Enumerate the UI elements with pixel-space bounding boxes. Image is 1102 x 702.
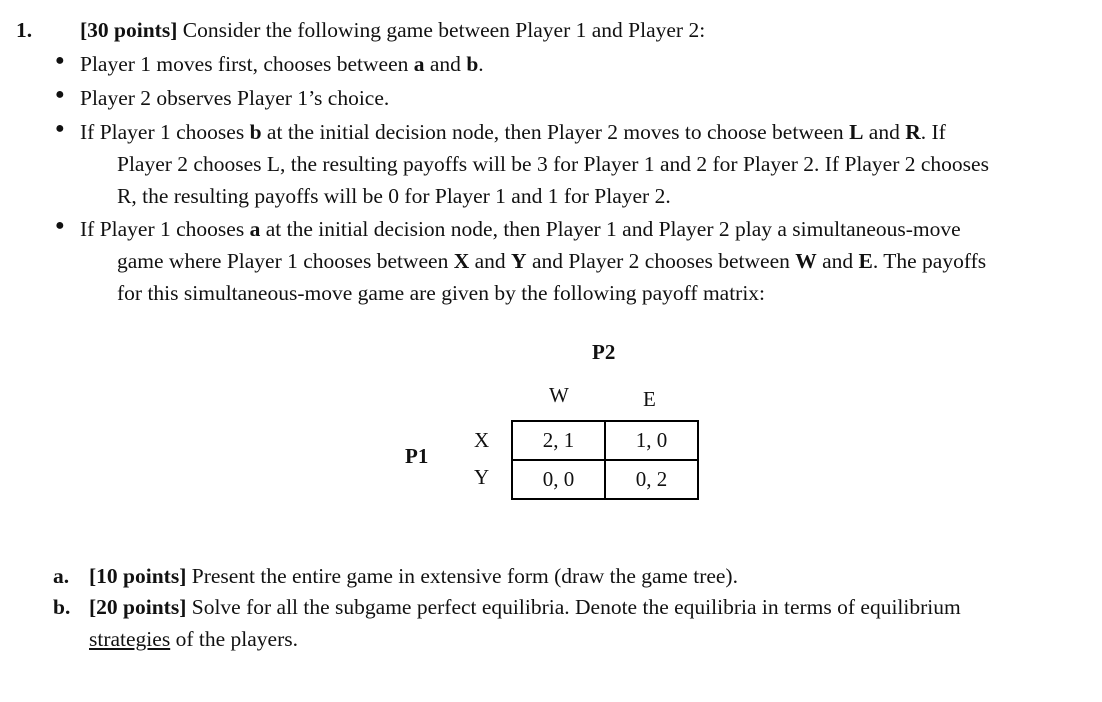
matrix-cell-x-w: 2, 1: [512, 421, 605, 460]
text-run: b: [466, 52, 479, 76]
matrix-row-x: [512, 421, 698, 460]
part-a-line-1: [89, 560, 738, 592]
text-run: at the initial decision node, then Player 2 moves to choose between: [261, 120, 850, 144]
bullet-3-dot: ●: [55, 120, 65, 137]
matrix-cell-y-w: 0, 0: [512, 460, 605, 499]
bullet-3-line-3: [117, 180, 671, 212]
text-run: E: [858, 249, 873, 273]
part-a-letter: a.: [53, 564, 70, 588]
matrix-cell-x-e: 1, 0: [605, 421, 698, 460]
text-run: . The payoffs: [872, 249, 987, 273]
text-run: If Player 1 chooses: [80, 217, 250, 241]
matrix-col-label-w: W: [549, 383, 569, 407]
text-run: X: [453, 249, 470, 273]
text-run: at the initial decision node, then Player 1 and Player 2 play a simultaneous-move: [260, 217, 961, 241]
text-run: Player 1 moves first, chooses between: [80, 52, 414, 76]
bullet-3-line-2: [117, 148, 989, 180]
text-run: W: [795, 249, 817, 273]
matrix-col-player: P2: [592, 340, 616, 364]
matrix-row-label-x: X: [474, 428, 490, 452]
bullet-1-dot: ●: [55, 52, 65, 69]
text-run: R, the resulting payoffs will be 0 for Player 1 and 1 for Player 2.: [117, 184, 671, 208]
text-run: Player 2 chooses L, the resulting payoffs will be 3 for Player 1 and 2 for Player 2. If Player 2 chooses: [117, 152, 989, 176]
text-run: and: [469, 249, 512, 273]
bullet-2-dot: ●: [55, 86, 65, 103]
part-b-line-2: [89, 623, 298, 655]
text-run: and: [816, 249, 859, 273]
question-points: [30 points]: [80, 18, 178, 42]
text-run: strategies: [89, 627, 171, 651]
part-b-letter: b.: [53, 595, 71, 619]
matrix-row-label-y: Y: [474, 465, 490, 489]
question-intro: Consider the following game between Player 1 and Player 2:: [182, 18, 706, 42]
text-run: of the players.: [170, 627, 298, 651]
text-run: Solve for all the subgame perfect equilibria. Denote the equilibria in terms of equilibrium: [186, 595, 961, 619]
payoff-matrix: [511, 420, 699, 500]
bullet-4-line-1: [80, 213, 961, 245]
text-run: If Player 1 chooses: [80, 120, 250, 144]
bullet-1-line-1: [80, 48, 484, 80]
text-run: L: [849, 120, 864, 144]
text-run: for this simultaneous-move game are given by the following payoff matrix:: [117, 281, 766, 305]
text-run: and Player 2 chooses between: [526, 249, 796, 273]
text-run: game where Player 1 chooses between: [117, 249, 454, 273]
text-run: [20 points]: [89, 595, 187, 619]
text-run: a: [249, 217, 261, 241]
bullet-4-line-3: [117, 277, 765, 309]
text-run: and: [863, 120, 906, 144]
text-run: a: [413, 52, 425, 76]
question-header: [80, 14, 705, 46]
text-run: and: [424, 52, 467, 76]
matrix-col-label-e: E: [643, 387, 656, 411]
part-b-line-1: [89, 591, 961, 623]
text-run: .: [478, 52, 484, 76]
text-run: Y: [511, 249, 527, 273]
text-run: [10 points]: [89, 564, 187, 588]
bullet-4-line-2: [117, 245, 986, 277]
text-run: Player 2 observes Player 1’s choice.: [80, 86, 390, 110]
bullet-4-dot: ●: [55, 217, 65, 234]
matrix-cell-y-e: 0, 2: [605, 460, 698, 499]
matrix-row-y: [512, 460, 698, 499]
bullet-2-line-1: [80, 82, 389, 114]
text-run: R: [905, 120, 921, 144]
text-run: . If: [920, 120, 946, 144]
bullet-3-line-1: [80, 116, 946, 148]
matrix-row-player: P1: [405, 444, 429, 468]
text-run: b: [249, 120, 262, 144]
question-number: 1.: [16, 18, 33, 42]
text-run: Present the entire game in extensive form (draw the game tree).: [186, 564, 738, 588]
